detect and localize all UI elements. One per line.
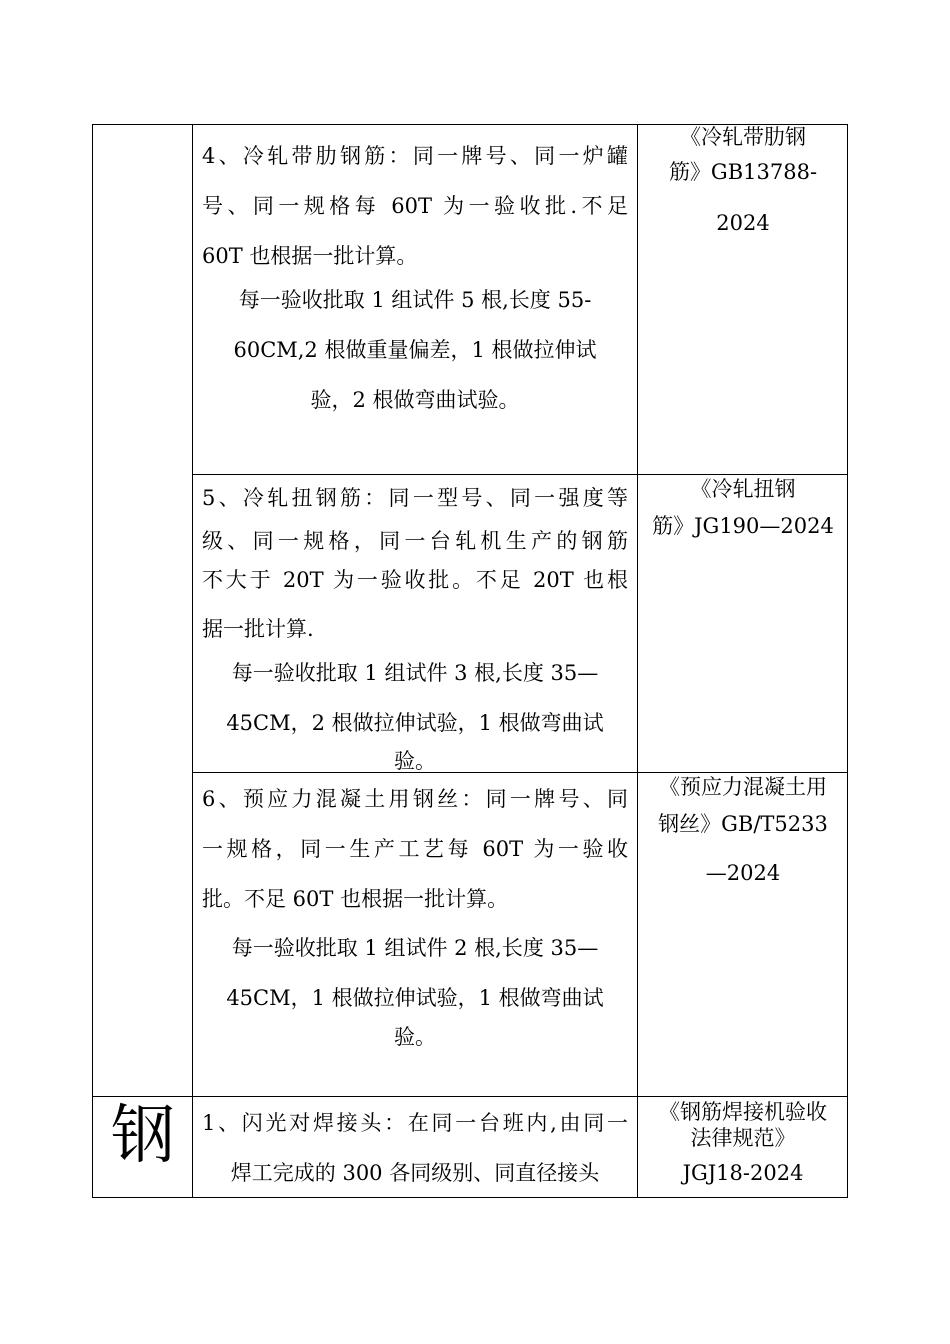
std-line: JGJ18-2024 bbox=[682, 1161, 804, 1185]
category-label: 钢 bbox=[111, 1099, 175, 1173]
sample-line: 每一验收批取 1 组试件 3 根,长度 35— bbox=[231, 661, 599, 685]
sample-line: 验。 bbox=[394, 749, 436, 773]
req-line: 一规格，同一生产工艺每 60T 为一验收 bbox=[202, 837, 628, 861]
row-5-requirement bbox=[202, 475, 628, 659]
sample-line: 每一验收批取 1 组试件 5 根,长度 55- bbox=[238, 288, 592, 312]
row-weld-requirement bbox=[202, 1098, 628, 1198]
req-line: 不大于 20T 为一验收批。不足 20T 也根 bbox=[202, 568, 628, 592]
req-line: 5、冷轧扭钢筋：同一型号、同一强度等 bbox=[202, 486, 628, 510]
std-line: 《冷轧带肋钢 bbox=[680, 125, 806, 149]
req-line: 焊工完成的 300 各同级别、同直径接头 bbox=[230, 1161, 600, 1185]
std-line: 钢丝》GB/T5233 bbox=[658, 812, 828, 836]
std-line: 筋》GB13788- bbox=[668, 160, 818, 184]
sample-line: 验，2 根做弯曲试验。 bbox=[310, 388, 520, 412]
req-line: 据一批计算. bbox=[202, 617, 314, 641]
req-line: 级、同一规格，同一台轧机生产的钢筋 bbox=[202, 529, 628, 553]
req-line: 号、同一规格每 60T 为一验收批.不足 bbox=[202, 194, 628, 218]
row-6-sampling bbox=[202, 923, 628, 1051]
std-line: 《预应力混凝土用 bbox=[659, 775, 827, 799]
std-line: 《冷轧扭钢 bbox=[690, 477, 796, 501]
table-divider-2 bbox=[637, 124, 638, 1198]
row-6-requirement bbox=[202, 774, 628, 924]
std-line: 筋》JG190—2024 bbox=[652, 514, 834, 538]
std-line: —2024 bbox=[705, 861, 781, 885]
std-line: 《钢筋焊接机验收 bbox=[659, 1100, 827, 1124]
std-line: 法律规范》 bbox=[690, 1126, 796, 1150]
row-5-standard bbox=[639, 472, 847, 546]
row-4-sampling bbox=[202, 275, 628, 425]
sample-line: 45CM，1 根做拉伸试验，1 根做弯曲试 bbox=[226, 986, 604, 1010]
req-line: 60T 也根据一批计算。 bbox=[202, 244, 418, 268]
row-4-requirement bbox=[202, 131, 628, 281]
table-divider-1 bbox=[192, 124, 193, 1198]
row-weld-standard bbox=[639, 1097, 847, 1197]
table-border-right bbox=[847, 124, 848, 1198]
sample-line: 验。 bbox=[394, 1025, 436, 1049]
table-border-left bbox=[92, 124, 93, 1198]
sample-line: 45CM，2 根做拉伸试验，1 根做弯曲试 bbox=[226, 711, 604, 735]
req-line: 批。不足 60T 也根据一批计算。 bbox=[202, 887, 509, 911]
row-4-standard bbox=[639, 121, 847, 255]
sample-line: 60CM,2 根做重量偏差，1 根做拉伸试 bbox=[233, 338, 597, 362]
std-line: 2024 bbox=[716, 211, 770, 235]
req-line: 6、预应力混凝土用钢丝：同一牌号、同 bbox=[202, 787, 628, 811]
row-5-sampling bbox=[202, 648, 628, 774]
row-6-standard bbox=[639, 771, 847, 901]
req-line: 4、冷轧带肋钢筋：同一牌号、同一炉罐 bbox=[202, 144, 628, 168]
req-line: 1、闪光对焊接头：在同一台班内,由同一 bbox=[202, 1111, 628, 1135]
sample-line: 每一验收批取 1 组试件 2 根,长度 35— bbox=[231, 936, 599, 960]
